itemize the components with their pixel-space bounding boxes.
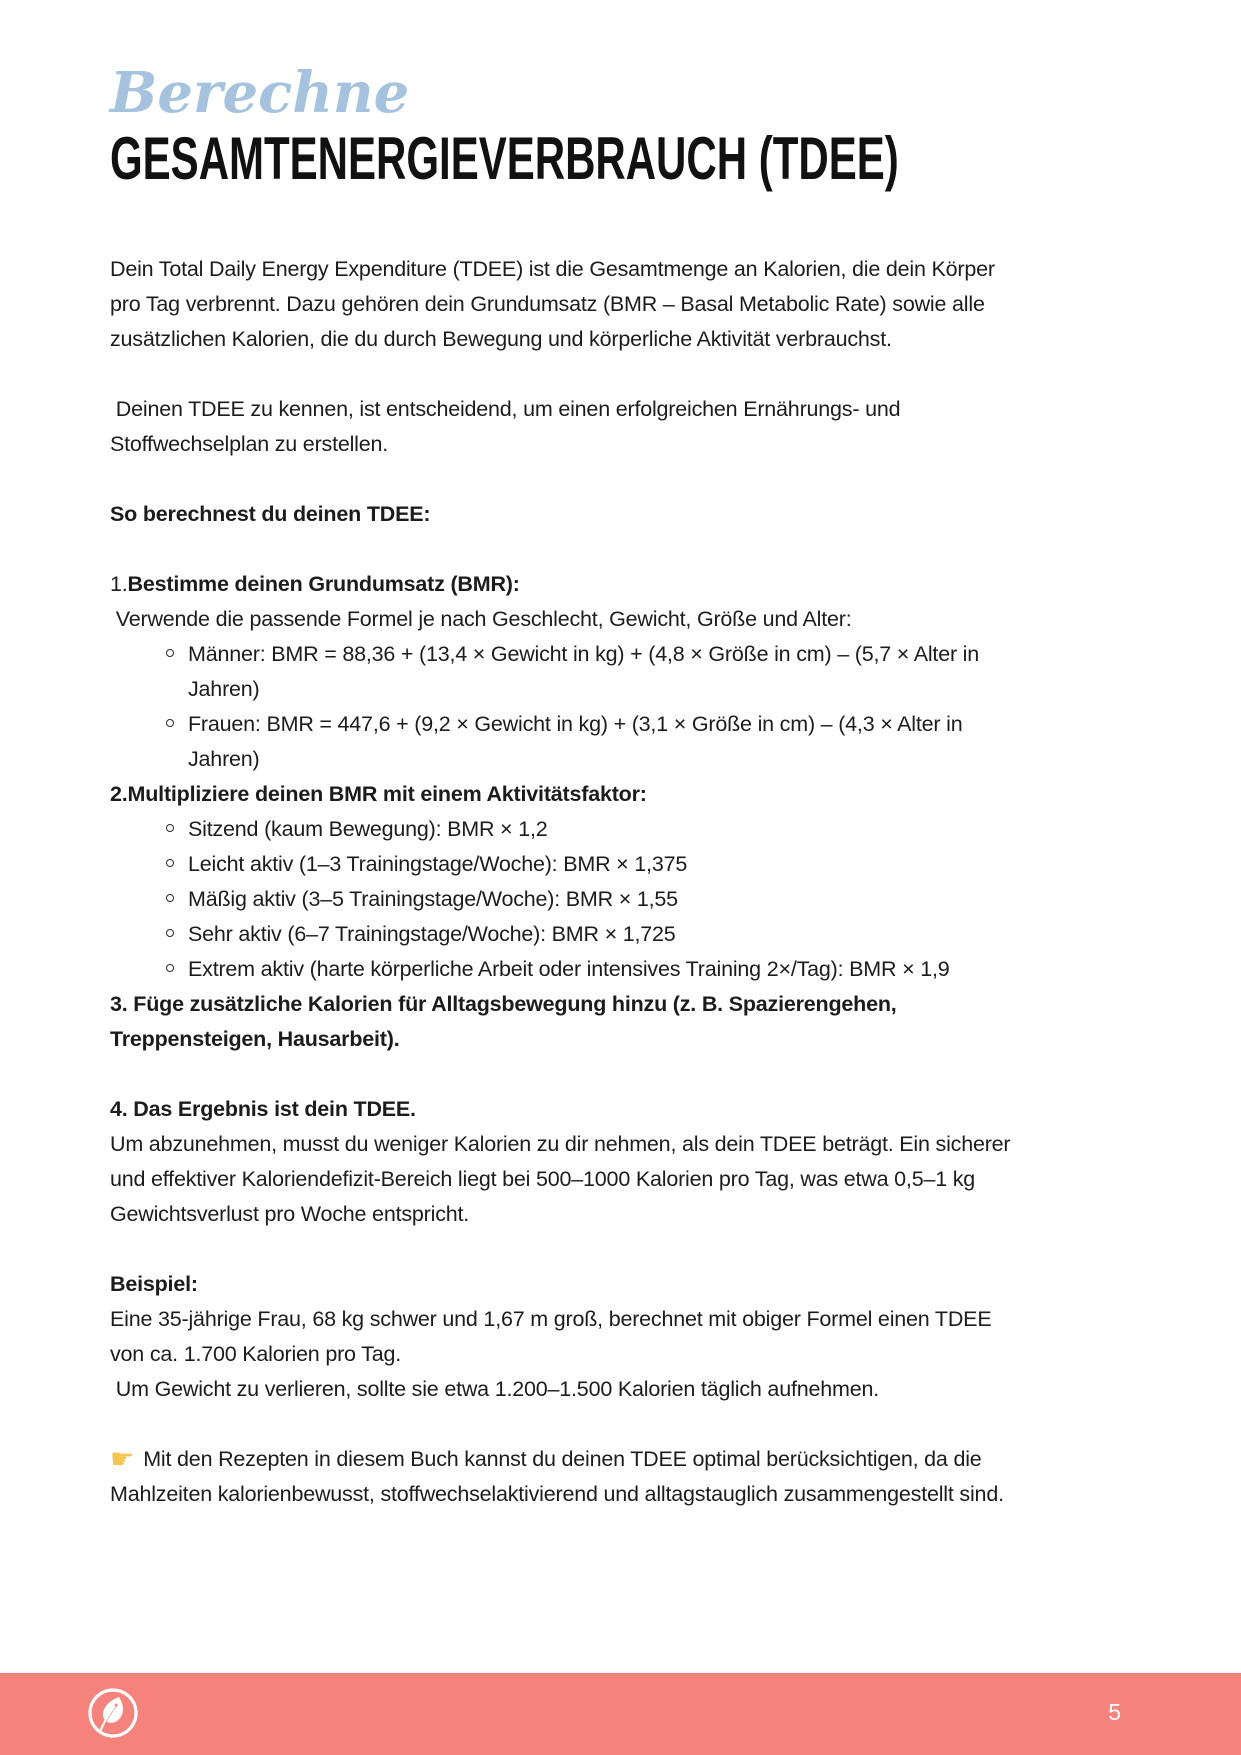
example-paragraph-1: Eine 35-jährige Frau, 68 kg schwer und 1,67 m groß, berechnet mit obiger Formel einen TDEE von ca. 1.700 Kalorien pro Tag. (110, 1307, 998, 1366)
list-item (110, 707, 1015, 777)
tip-paragraph (110, 1442, 1015, 1512)
deficit-paragraph: Um abzunehmen, musst du weniger Kalorien zu dir nehmen, als dein TDEE beträgt. Ein sicherer und effektiver Kaloriendefizit-Bereich liegt bei 500–1000 Kalorien pro Tag, was etwa 0,5–1 kg Gewichtsverlust pro Woche entspricht. (110, 1132, 1017, 1226)
page-number: 5 (1108, 1699, 1121, 1725)
example-heading: Beispiel: (110, 1272, 198, 1296)
how-to-heading: So berechnest du deinen TDEE: (110, 502, 431, 526)
tip-text: Mit den Rezepten in diesem Buch kannst du deinen TDEE optimal berücksichtigen, da die Mahlzeiten kalorienbewusst, stoffwechselaktivierend und alltagstauglich zusammengestellt sind. (110, 1447, 1004, 1506)
step1-number: 1. (110, 572, 128, 596)
step3-heading: 3. Füge zusätzliche Kalorien für Alltagsbewegung hinzu (z. B. Spazierengehen, Treppensteigen, Hausarbeit). (110, 992, 903, 1051)
activity-factor-list (110, 812, 1015, 987)
bullet-text: Sehr aktiv (6–7 Trainingstage/Woche): BMR × 1,725 (188, 922, 676, 946)
list-item (110, 917, 1015, 952)
bullet-circle-icon (166, 824, 174, 832)
leaf-logo-icon (86, 1686, 140, 1740)
step1-heading (110, 567, 1015, 602)
bullet-circle-icon (166, 719, 174, 727)
bullet-circle-icon (166, 964, 174, 972)
script-heading: Berechne (110, 60, 410, 126)
step2-heading: 2.Multipliziere deinen BMR mit einem Aktivitätsfaktor: (110, 782, 647, 806)
bullet-text: Frauen: BMR = 447,6 + (9,2 × Gewicht in kg) + (3,1 × Größe in cm) – (4,3 × Alter in Jahren) (188, 712, 963, 771)
list-item (110, 812, 1015, 847)
bullet-text: Sitzend (kaum Bewegung): BMR × 1,2 (188, 817, 548, 841)
list-item (110, 882, 1015, 917)
footer-bar (0, 1673, 1241, 1755)
intro-paragraph-1: Dein Total Daily Energy Expenditure (TDEE) ist die Gesamtmenge an Kalorien, die dein Körper pro Tag verbrennt. Dazu gehören dein Grundumsatz (BMR – Basal Metabolic Rate) sowie alle zusätzlichen Kalorien, die du durch Bewegung und körperliche Aktivität verbrauchst. (110, 257, 1001, 351)
list-item (110, 952, 1015, 987)
intro-paragraph-2: Deinen TDEE zu kennen, ist entscheidend, um einen erfolgreichen Ernährungs- und Stoffwechselplan zu erstellen. (110, 397, 907, 456)
bullet-text: Extrem aktiv (harte körperliche Arbeit oder intensives Training 2×/Tag): BMR × 1,9 (188, 957, 950, 981)
step1-title: Bestimme deinen Grundumsatz (BMR): (127, 572, 520, 596)
pointing-right-icon: ☛ (110, 1444, 135, 1474)
example-paragraph-2: Um Gewicht zu verlieren, sollte sie etwa 1.200–1.500 Kalorien täglich aufnehmen. (110, 1377, 879, 1401)
list-item (110, 637, 1015, 707)
bullet-circle-icon (166, 649, 174, 657)
bmr-formula-list (110, 637, 1015, 777)
bullet-circle-icon (166, 894, 174, 902)
bullet-text: Leicht aktiv (1–3 Trainingstage/Woche): BMR × 1,375 (188, 852, 688, 876)
bullet-circle-icon (166, 929, 174, 937)
bullet-circle-icon (166, 859, 174, 867)
page-content (110, 62, 1015, 1512)
page-title: GESAMTENERGIEVERBRAUCH (TDEE) (110, 125, 899, 192)
step1-subtext: Verwende die passende Formel je nach Geschlecht, Gewicht, Größe und Alter: (110, 607, 852, 631)
list-item (110, 847, 1015, 882)
bullet-text: Männer: BMR = 88,36 + (13,4 × Gewicht in kg) + (4,8 × Größe in cm) – (5,7 × Alter in Jahren) (188, 642, 980, 701)
step4-heading: 4. Das Ergebnis ist dein TDEE. (110, 1097, 416, 1121)
bullet-text: Mäßig aktiv (3–5 Trainingstage/Woche): BMR × 1,55 (188, 887, 678, 911)
